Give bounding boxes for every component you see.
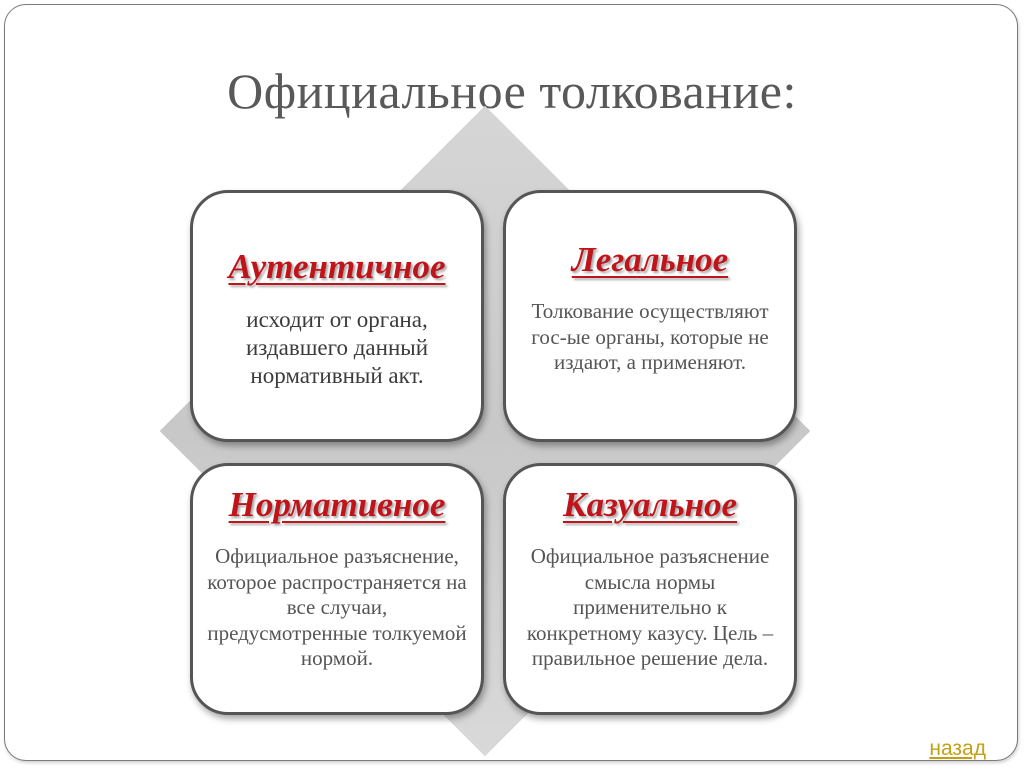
card-authentic xyxy=(190,190,484,442)
card-legal-body: Толкование осуществляют гос-ые органы, которые не издают, а применяют. xyxy=(531,299,769,375)
card-normative-body: Официальное разъяснение, которое распространяется на все случаи, предусмотренные толкуемой нормой. xyxy=(207,544,467,671)
back-link[interactable]: назад xyxy=(929,737,986,760)
card-authentic-heading: Аутентичное xyxy=(228,247,446,286)
card-legal-heading: Легальное xyxy=(571,240,729,279)
slide-title: Официальное толкование: xyxy=(227,63,797,119)
card-normative-heading: Нормативное xyxy=(228,485,446,524)
card-casual xyxy=(503,463,797,715)
card-legal xyxy=(503,190,797,442)
card-casual-heading: Казуальное xyxy=(562,485,738,524)
card-authentic-body: исходит от органа, издавшего данный нормативный акт. xyxy=(245,307,429,389)
card-normative xyxy=(190,463,484,715)
card-casual-body: Официальное разъяснение смысла нормы применительно к конкретному казусу. Цель – правильное решение дела. xyxy=(526,544,774,671)
